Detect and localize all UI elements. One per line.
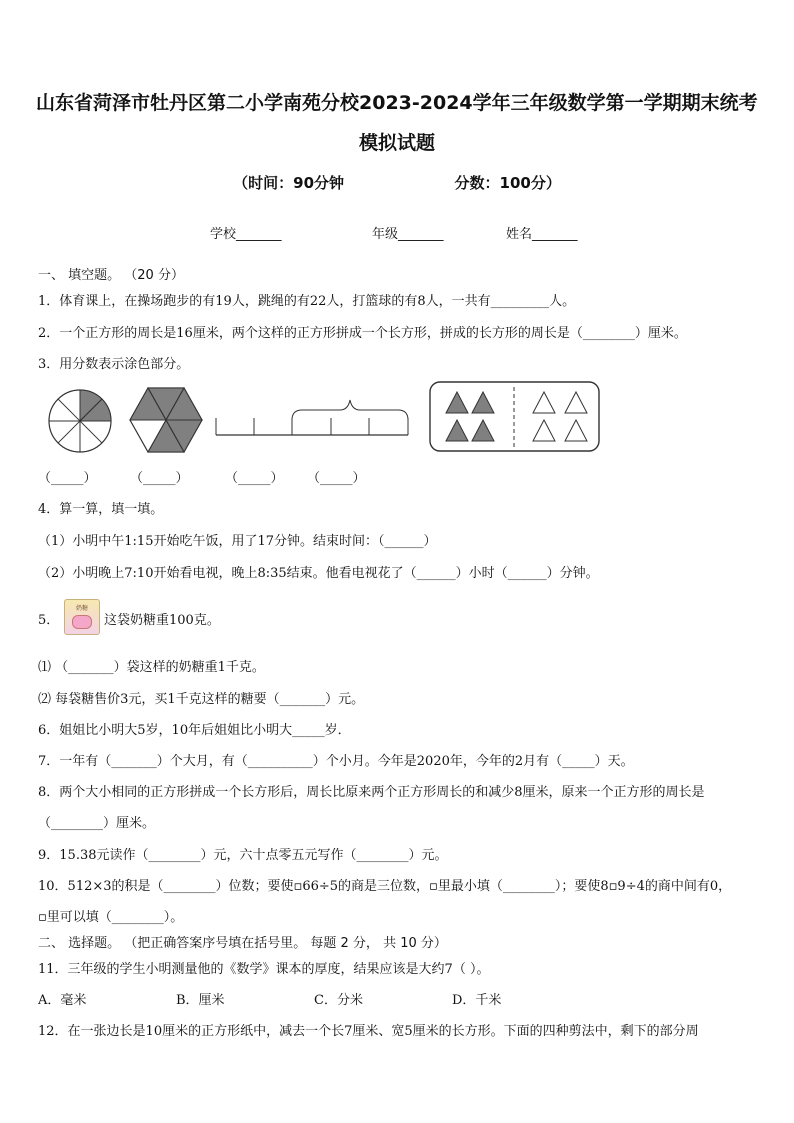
question-2: 2．一个正方形的周长是16厘米，两个这样的正方形拼成一个长方形，拼成的长方形的周长是（________）厘米。 [38,326,687,341]
section-heading-choice: 二、 选择题。 （把正确答案序号填在括号里。 每题 2 分， 共 10 分） [38,936,447,951]
page-title: 山东省菏泽市牡丹区第二小学南苑分校2023-2024学年三年级数学第一学期期末统考 [36,92,758,114]
section-heading-fill-in: 一、 填空题。 （20 分） [38,268,184,283]
total-score: 分数：100分） [454,174,561,192]
option-b[interactable]: B．厘米 [176,993,225,1008]
question-6: 6．姐姐比小明大5岁，10年后姐姐比小明大_____岁． [38,723,351,738]
question-4-part-2: （2）小明晚上7:10开始看电视，晚上8:35结束。他看电视花了（______）小时（______）分钟。 [38,566,599,581]
question-5-part-1: ⑴ （_______）袋这样的奶糖重1千克。 [38,660,265,675]
answer-blank-hexagon[interactable]: （_____） [130,471,189,486]
question-12: 12．在一张边长是10厘米的正方形纸中，减去一个长7厘米、宽5厘米的长方形。下面的四种剪法中，剩下的部分周 [38,1024,699,1039]
triangles-box-figure [429,381,601,453]
option-c[interactable]: C．分米 [314,993,363,1008]
answer-blank-circle[interactable]: （_____） [38,471,97,486]
question-8-continued: （________）厘米。 [38,816,156,831]
school-field[interactable]: 学校_______ [210,227,282,242]
question-4: 4．算一算，填一填。 [38,502,164,517]
option-a[interactable]: A．毫米 [38,993,87,1008]
candy-icon [72,615,92,629]
question-5-text: 这袋奶糖重100克。 [104,613,220,628]
time-limit: （时间：90分钟 [233,174,345,192]
question-8: 8．两个大小相同的正方形拼成一个长方形后，周长比原来两个正方形周长的和减少8厘米，原来一个正方形的周长是 [38,785,705,800]
answer-blank-bar[interactable]: （_____） [225,471,284,486]
exam-meta [0,172,794,193]
shaded-hexagon-figure [128,386,204,454]
question-11: 11．三年级的学生小明测量他的《数学》课本的厚度，结果应该是大约7（ ）。 [38,962,490,977]
segmented-bar-figure [214,398,412,438]
shaded-circle-figure [46,387,114,455]
candy-bag-image [64,599,100,635]
question-9: 9．15.38元读作（________）元，六十点零五元写作（________）元。 [38,848,448,863]
name-field[interactable]: 姓名_______ [506,227,578,242]
candy-bag-label: 奶糖 [75,605,88,612]
question-5-part-2: ⑵ 每袋糖售价3元，买1千克这样的糖要（_______）元。 [38,692,365,707]
grade-field[interactable]: 年级_______ [372,227,444,242]
page-title-line2: 模拟试题 [359,132,436,154]
answer-blank-triangles[interactable]: （_____） [307,471,366,486]
question-3: 3．用分数表示涂色部分。 [38,357,190,372]
question-10-continued: ▫里可以填（________）。 [38,910,184,925]
question-4-part-1: （1）小明中午1:15开始吃午饭，用了17分钟。结束时间：（______） [38,534,437,549]
question-5-number: 5． [38,613,60,628]
option-d[interactable]: D．千米 [452,993,502,1008]
question-10: 10．512×3的积是（________）位数；要使▫66÷5的商是三位数，▫里最小填（________）；要使8▫9÷4的商中间有0， [38,879,732,894]
question-7: 7．一年有（_______）个大月，有（__________）个小月。今年是2020年，今年的2月有（_____）天。 [38,754,634,769]
question-1: 1．体育课上，在操场跑步的有19人，跳绳的有22人，打篮球的有8人，一共有_________人。 [38,294,576,309]
